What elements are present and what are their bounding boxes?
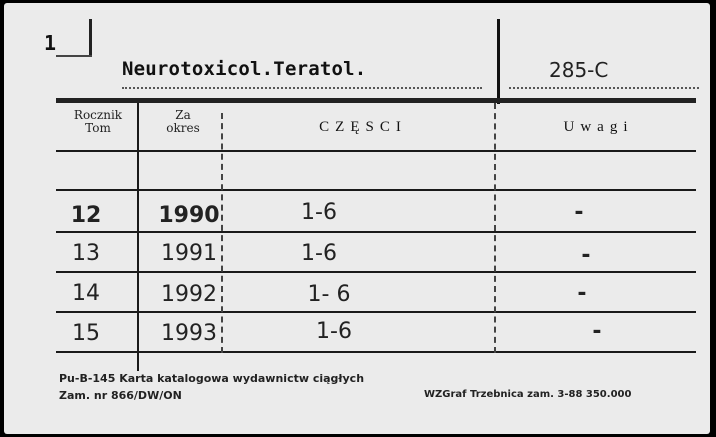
code-dotted-line [509, 87, 699, 89]
header-rocznik-label: Rocznik [73, 108, 123, 122]
header-czesci: CZĘSCI [319, 119, 407, 135]
table-top-rule [56, 98, 696, 103]
row-czesci: 1-6 [316, 319, 352, 344]
row-rule [56, 311, 696, 313]
row-rule [56, 231, 696, 233]
column-divider [137, 103, 139, 371]
index-divider [89, 19, 92, 57]
row-okres: 1991 [161, 241, 217, 266]
row-uwagi: - [577, 281, 587, 306]
row-uwagi: - [592, 319, 602, 344]
row-tom: 12 [70, 203, 102, 228]
code-divider [497, 19, 500, 104]
row-okres: 1993 [161, 321, 217, 346]
header-rocznik-tom [59, 109, 137, 135]
header-za-okres [144, 109, 222, 135]
row-tom: 15 [72, 321, 100, 346]
row-czesci: 1- 6 [307, 282, 351, 307]
catalog-card [4, 3, 710, 434]
row-okres: 1990 [158, 203, 220, 228]
card-index-number: 1 [44, 31, 57, 55]
row-tom: 14 [72, 281, 100, 306]
header-tom-label: Tom [85, 121, 111, 135]
title-dotted-line [122, 87, 482, 89]
printer-info: WZGraf Trzebnica zam. 3-88 350.000 [424, 389, 632, 400]
row-czesci: 1-6 [301, 200, 337, 225]
form-name: Pu-B-145 Karta katalogowa wydawnictw ciągłych [59, 372, 365, 385]
order-number: Zam. nr 866/DW/ON [59, 389, 182, 402]
column-divider [221, 113, 223, 353]
table-bottom-rule [56, 351, 696, 353]
call-number: 285-C [549, 58, 609, 82]
row-czesci: 1-6 [301, 241, 337, 266]
row-uwagi: - [574, 200, 584, 225]
column-divider [494, 103, 496, 353]
row-uwagi: - [581, 243, 591, 268]
row-tom: 13 [72, 241, 100, 266]
header-za-label: Za [175, 108, 191, 122]
journal-title: Neurotoxicol.Teratol. [122, 58, 367, 80]
row-okres: 1992 [161, 282, 217, 307]
header-bottom-rule [56, 150, 696, 152]
row-rule [56, 271, 696, 273]
index-underline [56, 55, 92, 57]
header-okres-label: okres [166, 121, 200, 135]
header-uwagi: Uwagi [563, 119, 634, 135]
row-rule [56, 189, 696, 191]
